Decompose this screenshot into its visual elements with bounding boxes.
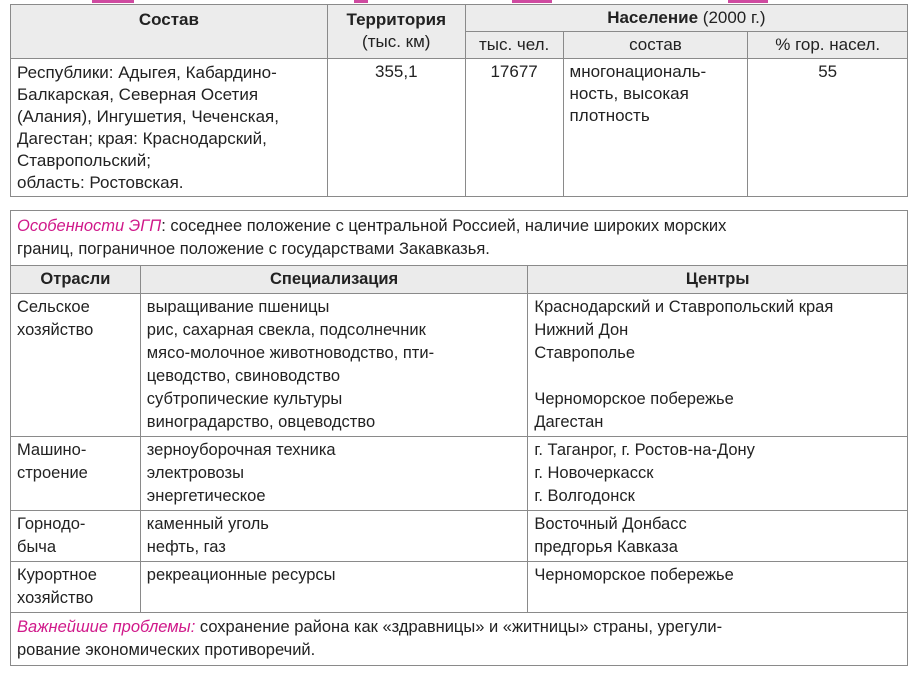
center-line: Дагестан — [534, 413, 604, 431]
table-row — [11, 562, 908, 613]
spec-line: каменный уголь — [146, 515, 269, 533]
egp-row — [11, 211, 908, 266]
spec-line: рис, сахарная свекла, подсолнечник — [146, 321, 426, 339]
composition-line: Ставропольский; — [17, 151, 151, 170]
header-branches: Отрасли — [11, 266, 141, 294]
header-population — [465, 5, 907, 32]
population-composition-line: многонациональ- — [569, 62, 707, 81]
center-line: Восточный Донбасс — [534, 515, 687, 533]
spec-line: выращивание пшеницы — [146, 298, 330, 316]
population-composition-line: плотность — [569, 106, 650, 125]
spec-line: электровозы — [146, 464, 244, 482]
spec-cell — [140, 511, 528, 562]
spec-line: энергетическое — [146, 487, 266, 505]
header-population-year: (2000 г.) — [702, 8, 766, 27]
center-line: г. Волгодонск — [534, 487, 635, 505]
header-urban-percent: % гор. насел. — [748, 32, 908, 59]
branch-cell — [11, 511, 141, 562]
problems-label: Важнейшие проблемы: — [17, 618, 196, 636]
cell-population-thousand: 17677 — [465, 59, 563, 197]
economy-table — [10, 210, 908, 666]
egp-text: : соседнее положение с центральной Россией, наличие широких морских — [161, 217, 727, 235]
header-territory — [327, 5, 465, 59]
branch-line: быча — [17, 538, 57, 556]
egp-label: Особенности ЭГП — [17, 217, 162, 235]
spec-line: рекреационные ресурсы — [146, 566, 336, 584]
problems-row — [11, 613, 908, 666]
spec-line: зерноуборочная техника — [146, 441, 336, 459]
spec-line: мясо-молочное животноводство, пти- — [146, 344, 435, 362]
problems-text: рование экономических противоречий. — [17, 641, 316, 659]
header-territory-unit: (тыс. км) — [362, 32, 431, 51]
branch-cell — [11, 437, 141, 511]
header-population-label: Население — [607, 8, 699, 27]
branch-line: Машино- — [17, 441, 87, 459]
center-cell — [528, 562, 908, 613]
header-population-composition: состав — [563, 32, 748, 59]
branch-cell — [11, 562, 141, 613]
branch-line: хозяйство — [17, 321, 94, 339]
composition-line: (Алания), Ингушетия, Чеченская, — [17, 107, 279, 126]
center-gap — [534, 365, 901, 388]
branch-line: Горнодо- — [17, 515, 86, 533]
center-line: г. Новочеркасск — [534, 464, 654, 482]
spec-line: виноградарство, овцеводство — [146, 413, 376, 431]
center-cell — [528, 437, 908, 511]
center-line: Черноморское побережье — [534, 390, 734, 408]
branch-line: хозяйство — [17, 589, 94, 607]
center-line: Краснодарский и Ставропольский края — [534, 298, 834, 316]
cell-territory: 355,1 — [327, 59, 465, 197]
region-summary-table — [10, 4, 908, 197]
center-line: предгорья Кавказа — [534, 538, 678, 556]
composition-line: Дагестан; края: Краснодарский, — [17, 129, 267, 148]
branch-cell — [11, 294, 141, 437]
spec-line: субтропические культуры — [146, 390, 343, 408]
composition-line: Балкарская, Северная Осетия — [17, 85, 259, 104]
spec-cell — [140, 294, 528, 437]
table-row — [11, 437, 908, 511]
header-territory-label: Территория — [346, 10, 446, 29]
center-line: Нижний Дон — [534, 321, 629, 339]
spec-line: цеводство, свиноводство — [146, 367, 341, 385]
problems-text: сохранение района как «здравницы» и «житницы» страны, урегули- — [195, 618, 723, 636]
spec-cell — [140, 437, 528, 511]
spec-cell — [140, 562, 528, 613]
branch-line: Курортное — [17, 566, 97, 584]
header-specialization: Специализация — [140, 266, 528, 294]
table-row — [11, 294, 908, 437]
composition-line: область: Ростовская. — [17, 173, 184, 192]
branch-line: Сельское — [17, 298, 90, 316]
header-centers: Центры — [528, 266, 908, 294]
center-line: Ставрополье — [534, 344, 636, 362]
center-line: Черноморское побережье — [534, 566, 734, 584]
header-composition: Состав — [11, 5, 328, 59]
branch-line: строение — [17, 464, 88, 482]
cell-population-composition — [563, 59, 748, 197]
egp-text: границ, пограничное положение с государствами Закавказья. — [17, 240, 490, 258]
center-cell — [528, 294, 908, 437]
table-row — [11, 511, 908, 562]
population-composition-line: ность, высокая — [569, 84, 689, 103]
header-population-thousand: тыс. чел. — [465, 32, 563, 59]
composition-line: Республики: Адыгея, Кабардино- — [17, 63, 277, 82]
center-line: г. Таганрог, г. Ростов-на-Дону — [534, 441, 755, 459]
cell-composition — [11, 59, 328, 197]
spec-line: нефть, газ — [146, 538, 226, 556]
center-cell — [528, 511, 908, 562]
cell-urban-percent: 55 — [748, 59, 908, 197]
